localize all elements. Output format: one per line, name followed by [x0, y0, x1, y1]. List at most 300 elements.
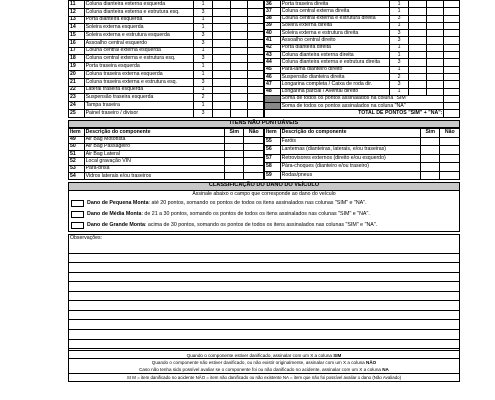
nao-checkbox[interactable] — [230, 24, 248, 32]
na-checkbox[interactable] — [248, 1, 264, 9]
sim-checkbox[interactable] — [213, 109, 231, 117]
total-value[interactable] — [444, 103, 460, 110]
item-points: 1 — [389, 88, 409, 95]
sim-checkbox[interactable] — [224, 165, 244, 172]
classification-checkbox[interactable] — [71, 222, 84, 230]
sim-checkbox[interactable] — [213, 63, 231, 71]
item-points: 3 — [389, 30, 409, 37]
item-description: Pára-brisa — [84, 165, 224, 172]
item-number: 39 — [265, 22, 281, 29]
total-description: Soma de todos os pontos assinalados na coluna "NA" — [280, 103, 444, 110]
classification-option — [69, 220, 459, 231]
nao-checkbox[interactable] — [426, 1, 444, 8]
sim-checkbox[interactable] — [213, 71, 231, 79]
item-points: 3 — [193, 55, 213, 63]
item-number: 44 — [265, 59, 281, 66]
table-row — [265, 44, 460, 51]
table-row — [69, 16, 264, 24]
nao-checkbox[interactable] — [244, 158, 264, 165]
table-row — [69, 63, 264, 71]
nao-checkbox[interactable] — [230, 32, 248, 40]
sim-checkbox[interactable] — [213, 1, 231, 9]
na-checkbox[interactable] — [444, 37, 460, 44]
item-number: 47 — [265, 81, 281, 88]
nao-checkbox[interactable] — [230, 78, 248, 86]
item-number: 55 — [265, 137, 281, 146]
table-row — [69, 94, 264, 102]
item-number: 51 — [69, 151, 85, 158]
sim-checkbox[interactable] — [224, 143, 244, 150]
item-points: 1 — [389, 66, 409, 73]
sim-checkbox[interactable] — [420, 146, 440, 155]
header-row — [265, 129, 460, 138]
table-row — [265, 52, 460, 59]
footer-line-sim: Quando o componente estiver danificado, assinalar com um X a coluna SIM — [186, 353, 342, 359]
item-description: Coluna central externa direita — [280, 8, 389, 15]
nao-checkbox[interactable] — [426, 8, 444, 15]
item-number: 50 — [69, 143, 85, 150]
item-number: 42 — [265, 44, 281, 51]
table-row — [265, 81, 460, 88]
na-checkbox[interactable] — [444, 15, 460, 22]
nao-checkbox[interactable] — [426, 81, 444, 88]
col-item: Item — [265, 129, 281, 138]
item-description: Pára-lama dianteiro direito — [280, 66, 389, 73]
classification-label: Dano de Grande Monta — [87, 221, 145, 228]
nao-checkbox[interactable] — [426, 52, 444, 59]
classification-title: CLASSIFICAÇÃO DO DANO DO VEÍCULO — [69, 183, 459, 191]
sim-checkbox[interactable] — [213, 94, 231, 102]
sim-checkbox[interactable] — [420, 171, 440, 180]
table-row — [69, 158, 264, 165]
item-points: 3 — [193, 32, 213, 40]
sim-checkbox[interactable] — [409, 81, 427, 88]
item-number: 17 — [69, 47, 85, 55]
nao-checkbox[interactable] — [426, 30, 444, 37]
footer-legend: SI M = item danificado no acidente NÃO = item não danificado ou não existente NA = item que não foi possível avaliar o dano (Não Avaliado) — [69, 373, 459, 381]
item-description: Pára-choques (dianteiro e/ou traseiro) — [280, 163, 420, 172]
item-description: Retrovisores externos (direito e/ou esquerdo) — [280, 154, 420, 163]
item-points: 2 — [193, 94, 213, 102]
na-checkbox[interactable] — [444, 52, 460, 59]
table-row — [69, 24, 264, 32]
nao-checkbox[interactable] — [426, 59, 444, 66]
sim-checkbox[interactable] — [420, 137, 440, 146]
item-number: 12 — [69, 8, 85, 16]
observations-lines[interactable] — [69, 244, 459, 359]
scoring-table — [68, 0, 460, 118]
sim-checkbox[interactable] — [213, 24, 231, 32]
table-row — [265, 1, 460, 8]
item-description: Tampa traseira — [84, 102, 193, 110]
item-points: 3 — [193, 8, 213, 16]
nao-checkbox[interactable] — [244, 151, 264, 158]
item-number: 23 — [69, 94, 85, 102]
item-description: Coluna traseira externa e estrutura esq. — [84, 78, 193, 86]
item-number: 14 — [69, 24, 85, 32]
item-description: Coluna dianteira externa e estrutura esq. — [84, 8, 193, 16]
item-number: 20 — [69, 71, 85, 79]
sim-checkbox[interactable] — [420, 163, 440, 172]
classification-text: : até 20 pontos, somando os pontos de todos os itens assinalados nas colunas "SIM" e "NA". — [148, 199, 367, 206]
nao-checkbox[interactable] — [426, 37, 444, 44]
sim-checkbox[interactable] — [213, 102, 231, 110]
item-number: 56 — [265, 146, 281, 155]
nao-checkbox[interactable] — [440, 146, 460, 155]
nao-checkbox[interactable] — [230, 94, 248, 102]
sim-checkbox[interactable] — [409, 59, 427, 66]
item-points: 3 — [193, 39, 213, 47]
sim-checkbox[interactable] — [409, 15, 427, 22]
sim-checkbox[interactable] — [213, 55, 231, 63]
item-description: Lanternas (dianteiras, laterais, e/ou traseiras) — [280, 146, 420, 155]
footer-line-nao: Quando o componente não estiver danificado, ou não existir originalmente, assinalar com um X a coluna NÃO — [151, 360, 377, 366]
na-checkbox[interactable] — [444, 59, 460, 66]
item-description: Coluna central externa e estrutura esq. — [84, 55, 193, 63]
sum-nao-row — [265, 103, 460, 110]
item-number: 40 — [265, 30, 281, 37]
item-number: 11 — [69, 1, 85, 9]
table-row — [69, 102, 264, 110]
total-description: Soma de todos os pontos assinalados na coluna "SIM" — [280, 95, 444, 102]
item-number: 22 — [69, 86, 85, 94]
item-points: 3 — [389, 81, 409, 88]
nao-checkbox[interactable] — [230, 102, 248, 110]
nao-checkbox[interactable] — [426, 66, 444, 73]
col-nao: Não — [244, 129, 264, 136]
table-row — [69, 55, 264, 63]
classification-label: Dano de Pequena Monta — [87, 199, 149, 206]
nao-checkbox[interactable] — [440, 171, 460, 180]
table-row — [69, 109, 264, 117]
table-row — [265, 59, 460, 66]
sim-checkbox[interactable] — [213, 8, 231, 16]
na-checkbox[interactable] — [248, 63, 264, 71]
sim-checkbox[interactable] — [409, 88, 427, 95]
classification-instruction: Assinale abaixo o campo que corresponde ao dano do veículo — [192, 190, 336, 197]
item-number: 43 — [265, 52, 281, 59]
table-row — [69, 136, 264, 143]
na-checkbox[interactable] — [248, 71, 264, 79]
sim-checkbox[interactable] — [409, 52, 427, 59]
na-checkbox[interactable] — [248, 39, 264, 47]
na-checkbox[interactable] — [444, 73, 460, 80]
nao-checkbox[interactable] — [426, 44, 444, 51]
item-points: 1 — [193, 47, 213, 55]
sim-checkbox[interactable] — [409, 37, 427, 44]
item-description: Assoalho central direito — [280, 37, 389, 44]
item-number: 38 — [265, 15, 281, 22]
table-row — [265, 73, 460, 80]
col-sim: Sim — [420, 129, 440, 138]
classification-option — [69, 198, 459, 209]
nao-checkbox[interactable] — [440, 137, 460, 146]
item-number: 13 — [69, 16, 85, 24]
item-description: Suspensão dianteira direita — [280, 73, 389, 80]
col-description: Descrição do componente — [84, 129, 224, 136]
item-points: 3 — [193, 109, 213, 117]
item-description: Air Bag Motorista — [84, 136, 224, 143]
na-checkbox[interactable] — [444, 88, 460, 95]
nao-checkbox[interactable] — [244, 143, 264, 150]
sim-checkbox[interactable] — [409, 8, 427, 15]
classification-option — [69, 209, 459, 220]
sim-checkbox[interactable] — [224, 173, 244, 180]
scoring-table-right — [264, 0, 460, 118]
sim-checkbox[interactable] — [409, 1, 427, 8]
classification-section — [68, 182, 460, 232]
na-checkbox[interactable] — [248, 32, 264, 40]
nao-checkbox[interactable] — [426, 22, 444, 29]
nao-checkbox[interactable] — [440, 163, 460, 172]
item-number: 16 — [69, 39, 85, 47]
na-checkbox[interactable] — [444, 22, 460, 29]
classification-checkbox[interactable] — [71, 200, 84, 208]
nao-checkbox[interactable] — [244, 136, 264, 143]
nao-checkbox[interactable] — [230, 47, 248, 55]
table-row — [69, 32, 264, 40]
classification-text: : acima de 30 pontos, somando os pontos de todos os itens assinalados nas colunas "SIM" e "NA". — [144, 221, 378, 228]
nao-checkbox[interactable] — [230, 39, 248, 47]
item-description: Air Bag Passageiro — [84, 143, 224, 150]
item-description: Porta dianteira esquerda — [84, 16, 193, 24]
na-checkbox[interactable] — [248, 102, 264, 110]
na-checkbox[interactable] — [248, 24, 264, 32]
item-number: 21 — [69, 78, 85, 86]
item-description: Rodas/pneus — [280, 171, 420, 180]
na-checkbox[interactable] — [248, 78, 264, 86]
item-number: 25 — [69, 109, 85, 117]
nao-checkbox[interactable] — [440, 154, 460, 163]
nao-checkbox[interactable] — [426, 15, 444, 22]
sim-checkbox[interactable] — [224, 158, 244, 165]
item-description: Assoalho central esquerdo — [84, 39, 193, 47]
total-value[interactable] — [444, 95, 460, 102]
sim-checkbox[interactable] — [213, 39, 231, 47]
table-row — [265, 146, 460, 155]
grand-total-value[interactable] — [444, 110, 460, 117]
na-checkbox[interactable] — [444, 66, 460, 73]
sum-sim-row — [265, 95, 460, 102]
nao-checkbox[interactable] — [426, 73, 444, 80]
item-points: 1 — [193, 63, 213, 71]
table-row — [69, 71, 264, 79]
table-row — [265, 37, 460, 44]
sim-checkbox[interactable] — [213, 32, 231, 40]
item-number: 54 — [69, 173, 85, 180]
scoring-table-left — [68, 0, 264, 118]
item-number: 37 — [265, 8, 281, 15]
item-number: 57 — [265, 154, 281, 163]
item-description: Porta traseira esquerda — [84, 63, 193, 71]
nao-checkbox[interactable] — [244, 173, 264, 180]
item-number: 41 — [265, 37, 281, 44]
header-row — [69, 129, 264, 136]
item-points: 1 — [389, 52, 409, 59]
table-row — [69, 165, 264, 172]
item-points: 3 — [193, 78, 213, 86]
item-points: 1 — [193, 1, 213, 9]
nao-checkbox[interactable] — [230, 109, 248, 117]
table-row — [69, 78, 264, 86]
item-points: 1 — [193, 102, 213, 110]
na-checkbox[interactable] — [248, 94, 264, 102]
observations-label: Observações: — [70, 235, 103, 242]
observations-section — [68, 234, 460, 351]
table-row — [265, 171, 460, 180]
item-description: Faróis — [280, 137, 420, 146]
sim-checkbox[interactable] — [409, 22, 427, 29]
sim-checkbox[interactable] — [213, 16, 231, 24]
non-scoring-right — [264, 128, 460, 180]
item-number: 15 — [69, 32, 85, 40]
item-number: 58 — [265, 163, 281, 172]
item-description: Longarina parcial / Avental direito — [280, 88, 389, 95]
nao-checkbox[interactable] — [230, 1, 248, 9]
item-description: Local gravação VIN — [84, 158, 224, 165]
table-row — [265, 30, 460, 37]
sim-checkbox[interactable] — [213, 47, 231, 55]
table-row — [69, 47, 264, 55]
col-nao: Não — [440, 129, 460, 138]
item-points: 1 — [193, 24, 213, 32]
item-number: 19 — [69, 63, 85, 71]
item-description: Longarina completa / Caixa de roda dir. — [280, 81, 389, 88]
na-checkbox[interactable] — [444, 1, 460, 8]
sim-checkbox[interactable] — [213, 78, 231, 86]
nao-checkbox[interactable] — [230, 63, 248, 71]
sim-checkbox[interactable] — [409, 73, 427, 80]
item-description: Porta traseira direita — [280, 1, 389, 8]
table-row — [265, 154, 460, 163]
table-row — [69, 173, 264, 180]
item-description: Soleira externa esquerda — [84, 24, 193, 32]
classification-label: Dano de Média Monta — [87, 210, 142, 217]
na-checkbox[interactable] — [248, 47, 264, 55]
sim-checkbox[interactable] — [409, 66, 427, 73]
table-row — [69, 86, 264, 94]
table-row — [265, 15, 460, 22]
nao-checkbox[interactable] — [230, 55, 248, 63]
na-checkbox[interactable] — [444, 30, 460, 37]
table-row — [69, 143, 264, 150]
item-description: Soleira externa e estrutura direita — [280, 30, 389, 37]
table-row — [265, 8, 460, 15]
classification-text: : de 21 a 30 pontos, somando os pontos de todos os itens assinalados nas colunas "SIM" e "NA". — [141, 210, 370, 217]
item-number: 45 — [265, 66, 281, 73]
na-checkbox[interactable] — [444, 81, 460, 88]
col-sim: Sim — [224, 129, 244, 136]
item-description: Lateral traseira esquerda — [84, 86, 193, 94]
sim-checkbox[interactable] — [224, 151, 244, 158]
item-points: 3 — [389, 15, 409, 22]
item-description: Coluna central externa e estrutura direita — [280, 15, 389, 22]
item-number: 49 — [69, 136, 85, 143]
na-checkbox[interactable] — [248, 109, 264, 117]
col-item: Item — [69, 129, 85, 136]
item-points: 1 — [193, 86, 213, 94]
sim-checkbox[interactable] — [409, 44, 427, 51]
item-points: 1 — [389, 44, 409, 51]
item-points: 1 — [193, 16, 213, 24]
item-number: 18 — [69, 55, 85, 63]
table-row — [69, 8, 264, 16]
item-description: Coluna dianteira externa direita — [280, 52, 389, 59]
na-checkbox[interactable] — [444, 44, 460, 51]
na-checkbox[interactable] — [248, 55, 264, 63]
na-checkbox[interactable] — [444, 8, 460, 15]
non-scoring-section — [68, 120, 460, 181]
item-number: 59 — [265, 171, 281, 180]
item-description: Porta dianteira direita — [280, 44, 389, 51]
table-row — [265, 163, 460, 172]
footer-line-na: Caso não tenha sido possível avaliar se o componente foi ou não danificado no acidente, assinalar com um X a coluna NA — [139, 367, 389, 373]
item-points: 1 — [193, 71, 213, 79]
table-row — [69, 1, 264, 9]
non-scoring-left — [68, 128, 264, 180]
blank-cell — [265, 103, 281, 110]
nao-checkbox[interactable] — [244, 165, 264, 172]
classification-checkbox[interactable] — [71, 211, 84, 219]
sim-checkbox[interactable] — [224, 136, 244, 143]
item-description: Coluna dianteira externa esquerda — [84, 1, 193, 9]
item-number: 46 — [265, 73, 281, 80]
table-row — [265, 137, 460, 146]
table-row — [69, 39, 264, 47]
item-description: Coluna dianteira externa e estrutura direita — [280, 59, 389, 66]
nao-checkbox[interactable] — [230, 86, 248, 94]
nao-checkbox[interactable] — [426, 88, 444, 95]
item-points: 1 — [389, 1, 409, 8]
item-number: 36 — [265, 1, 281, 8]
item-number: 24 — [69, 102, 85, 110]
damage-form — [68, 0, 460, 400]
na-checkbox[interactable] — [248, 86, 264, 94]
item-description: Painel traseiro / divisor — [84, 109, 193, 117]
na-checkbox[interactable] — [248, 8, 264, 16]
item-description: Air Bag Lateral — [84, 151, 224, 158]
blank-cell — [265, 95, 281, 102]
item-description: Coluna traseira externa esquerda — [84, 71, 193, 79]
item-number: 52 — [69, 158, 85, 165]
sim-checkbox[interactable] — [213, 86, 231, 94]
col-description: Descrição do componente — [280, 129, 420, 138]
table-row — [265, 22, 460, 29]
item-description: Coluna central externa esquerda — [84, 47, 193, 55]
sim-checkbox[interactable] — [420, 154, 440, 163]
item-points: 3 — [389, 59, 409, 66]
item-number: 48 — [265, 88, 281, 95]
sim-checkbox[interactable] — [409, 30, 427, 37]
table-row — [69, 151, 264, 158]
nao-checkbox[interactable] — [230, 16, 248, 24]
item-description: Soleira externa direita — [280, 22, 389, 29]
nao-checkbox[interactable] — [230, 71, 248, 79]
nao-checkbox[interactable] — [230, 8, 248, 16]
item-points: 1 — [389, 8, 409, 15]
item-description: Suspensão traseira esquerda — [84, 94, 193, 102]
item-points: 2 — [389, 73, 409, 80]
item-description: Vidros laterais e/ou traseiros — [84, 173, 224, 180]
item-number: 53 — [69, 165, 85, 172]
grand-total-row — [265, 110, 460, 117]
grand-total-label: TOTAL DE PONTOS "SIM" + "NA": — [265, 110, 444, 117]
item-description: Soleira externa e estrutura esquerda — [84, 32, 193, 40]
item-points: 1 — [389, 22, 409, 29]
na-checkbox[interactable] — [248, 16, 264, 24]
non-scoring-title: ITENS NÃO PONTUÁVEIS — [68, 120, 460, 129]
table-row — [265, 88, 460, 95]
